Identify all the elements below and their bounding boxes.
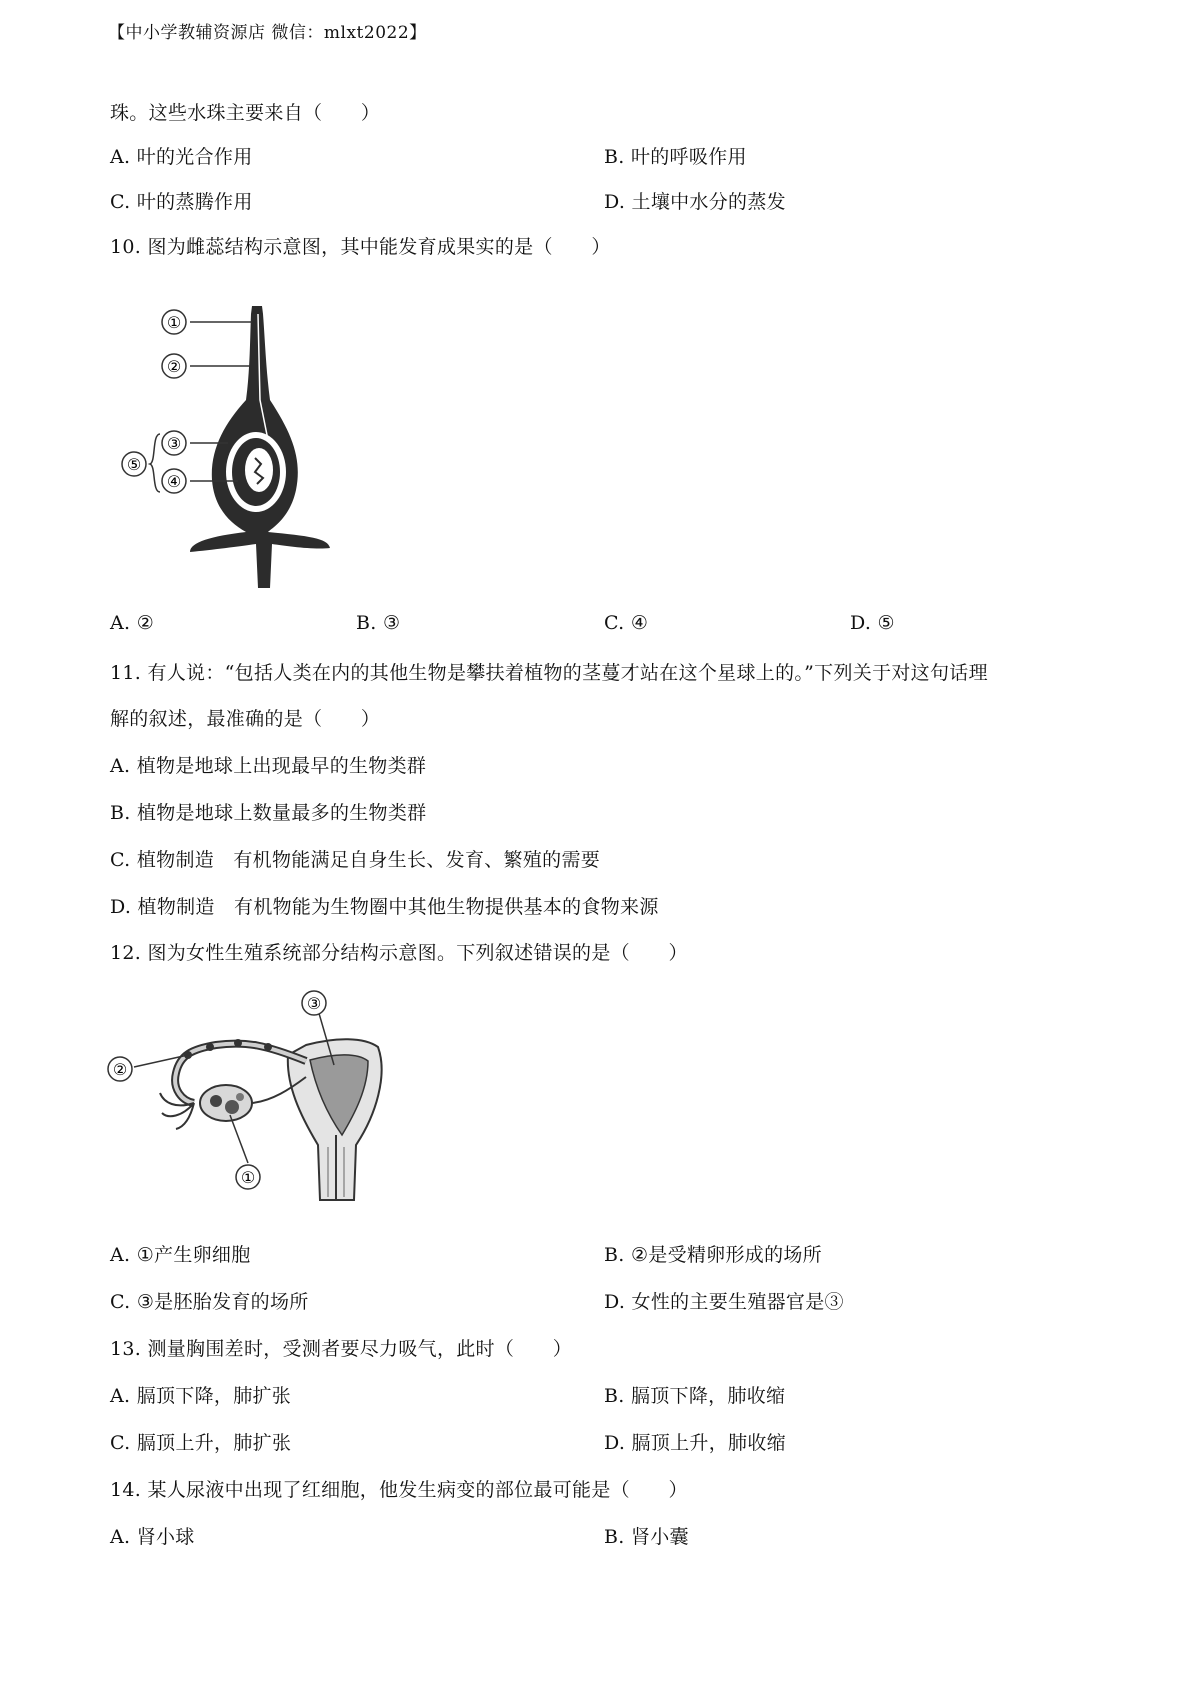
pistil-label-5: ⑤ [126,455,142,474]
q9-option-a: A. 叶的光合作用 [110,146,253,168]
q11-stem-line1: 11. 有人说：“包括人类在内的其他生物是攀扶着植物的茎蔓才站在这个星球上的。”下列关于对这句话理 [110,662,988,684]
q9-option-b: B. 叶的呼吸作用 [604,146,747,168]
q13-option-c: C. 膈顶上升，肺扩张 [110,1432,292,1454]
pistil-label-2: ② [166,357,182,376]
q11-option-a: A. 植物是地球上出现最早的生物类群 [110,755,427,777]
q14-option-a: A. 肾小球 [110,1526,195,1548]
reproductive-label-3: ③ [306,994,322,1013]
q12-option-c: C. ③是胚胎发育的场所 [110,1291,309,1313]
q12-option-a: A. ①产生卵细胞 [110,1244,251,1266]
pistil-diagram [118,300,338,590]
q13-stem: 13. 测量胸围差时，受测者要尽力吸气，此时（ ） [110,1338,573,1360]
q9-option-c: C. 叶的蒸腾作用 [110,191,253,213]
pistil-label-3: ③ [166,434,182,453]
q12-option-b: B. ②是受精卵形成的场所 [604,1244,822,1266]
q14-stem: 14. 某人尿液中出现了红细胞，他发生病变的部位最可能是（ ） [110,1479,688,1501]
q13-option-a: A. 膈顶下降，肺扩张 [110,1385,292,1407]
q10-option-a: A. ② [110,612,155,634]
q12-option-d: D. 女性的主要生殖器官是③ [604,1291,844,1313]
q10-stem: 10. 图为雌蕊结构示意图，其中能发育成果实的是（ ） [110,236,611,258]
q11-stem-line2: 解的叙述，最准确的是（ ） [110,708,381,730]
q9-option-d: D. 土壤中水分的蒸发 [604,191,786,213]
q13-option-b: B. 膈顶下降，肺收缩 [604,1385,786,1407]
q11-option-b: B. 植物是地球上数量最多的生物类群 [110,802,427,824]
reproductive-label-2: ② [112,1060,128,1079]
reproductive-label-1: ① [240,1168,256,1187]
q11-option-c: C. 植物制造 有机物能满足自身生长、发育、繁殖的需要 [110,849,601,871]
female-reproductive-diagram [106,985,396,1215]
q10-option-c: C. ④ [604,612,649,634]
q10-option-b: B. ③ [356,612,401,634]
page-header: 【中小学教辅资源店 微信：mlxt2022】 [108,23,427,43]
q10-option-d: D. ⑤ [850,612,895,634]
q9-stem: 珠。这些水珠主要来自（ ） [110,102,381,124]
pistil-label-1: ① [166,313,182,332]
q13-option-d: D. 膈顶上升，肺收缩 [604,1432,786,1454]
q11-option-d: D. 植物制造 有机物能为生物圈中其他生物提供基本的食物来源 [110,896,659,918]
pistil-label-4: ④ [166,472,182,491]
q12-stem: 12. 图为女性生殖系统部分结构示意图。下列叙述错误的是（ ） [110,942,688,964]
q14-option-b: B. 肾小囊 [604,1526,689,1548]
